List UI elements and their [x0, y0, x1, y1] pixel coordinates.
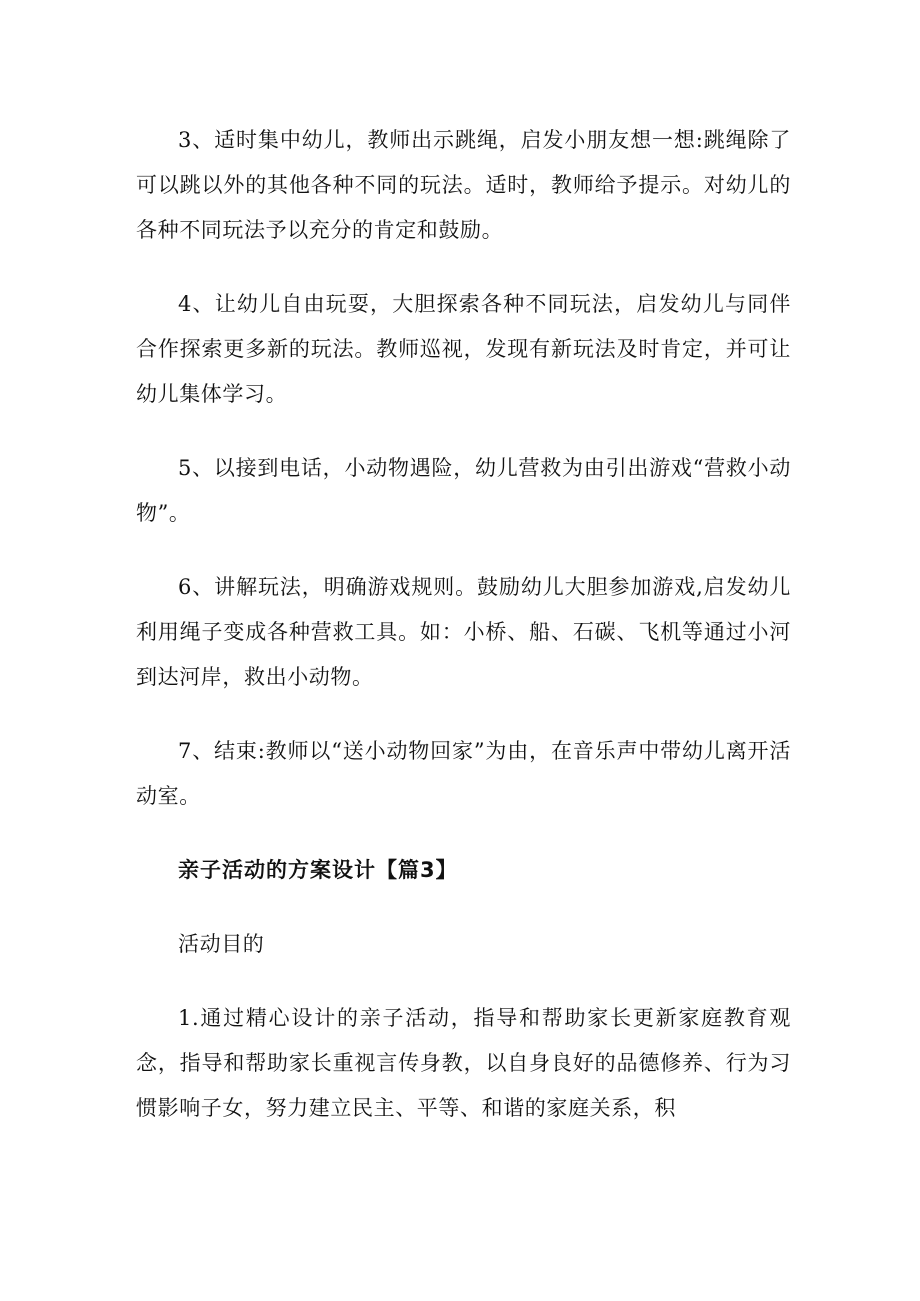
paragraph-step-7: 7、结束:教师以“送小动物回家”为由，在音乐声中带幼儿离开活动室。 — [136, 739, 791, 808]
paragraph-step-3: 3、适时集中幼儿，教师出示跳绳，启发小朋友想一想:跳绳除了可以跳以外的其他各种不同的玩法。适时，教师给予提示。对幼儿的各种不同玩法予以充分的肯定和鼓励。 — [136, 128, 791, 242]
paragraph-step-5: 5、以接到电话，小动物遇险，幼儿营救为由引出游戏“营救小动物”。 — [136, 456, 791, 525]
document-body — [136, 118, 791, 1160]
section-heading: 亲子活动的方案设计【篇3】 — [178, 858, 458, 882]
paragraph-goal-1: 1.通过精心设计的亲子活动，指导和帮助家长更新家庭教育观念，指导和帮助家长重视言传身教，以自身良好的品德修养、行为习惯影响子女，努力建立民主、平等、和谐的家庭关系，积 — [136, 1006, 791, 1120]
paragraph-step-6: 6、讲解玩法，明确游戏规则。鼓励幼儿大胆参加游戏,启发幼儿利用绳子变成各种营救工具。如：小桥、船、石碳、飞机等通过小河到达河岸，救出小动物。 — [136, 575, 791, 689]
subheading-activity-goal: 活动目的 — [178, 932, 265, 956]
paragraph-step-4: 4、让幼儿自由玩耍，大胆探索各种不同玩法，启发幼儿与同伴合作探索更多新的玩法。教师巡视，发现有新玩法及时肯定，并可让幼儿集体学习。 — [136, 292, 791, 406]
